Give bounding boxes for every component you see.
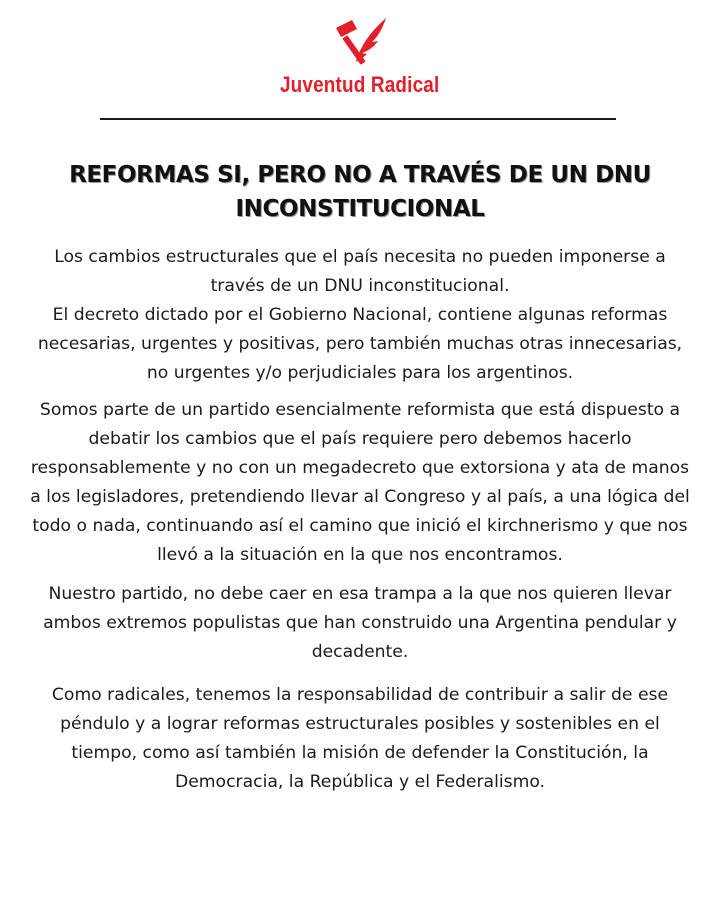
party-logo — [0, 14, 720, 98]
hammer-quill-icon — [330, 14, 390, 70]
page-title: REFORMAS SI, PERO NO A TRAVÉS DE UN DNU INCONSTITUCIONAL — [69, 162, 651, 222]
paragraph-4: Nuestro partido, no debe caer en esa trampa a la que nos quieren llevar ambos extremos populistas que han construido una Argentina pendular y decadente. — [43, 584, 677, 662]
document-body — [30, 243, 690, 797]
logo-text: Juventud Radical — [280, 72, 440, 97]
header-divider — [100, 118, 616, 120]
paragraph-5: Como radicales, tenemos la responsabilidad de contribuir a salir de ese péndulo y a lograr reformas estructurales posibles y sostenibles en el tiempo, como así también la misión de defender la Constitución, la Democracia, la República y el Federalismo. — [51, 685, 669, 792]
paragraph-1: Los cambios estructurales que el país necesita no pueden imponerse a través de un DNU inconstitucional. — [54, 247, 666, 296]
paragraph-3: Somos parte de un partido esencialmente reformista que está dispuesto a debatir los cambios que el país requiere pero debemos hacerlo responsablemente y no con un megadecreto que extorsiona y ata de manos a los legisladores, pretendiendo llevar al Congreso y al país, a una lógica del todo o nada, continuando así el camino que inició el kirchnerismo y que nos llevó a la situación en la que nos encontramos. — [30, 400, 690, 565]
paragraph-2: El decreto dictado por el Gobierno Nacional, contiene algunas reformas necesarias, urgentes y positivas, pero también muchas otras innecesarias, no urgentes y/o perjudiciales para los argentinos. — [37, 305, 683, 383]
